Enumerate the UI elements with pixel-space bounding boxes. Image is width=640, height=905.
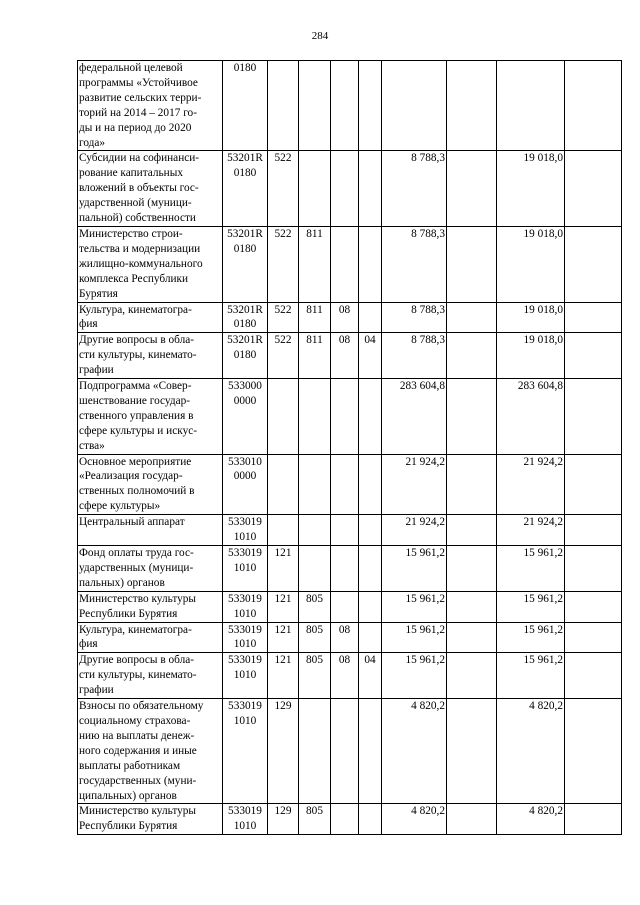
- amount-year2-cell: 4 820,2: [497, 699, 565, 804]
- subsection-cell: [359, 151, 382, 227]
- amount-col2-cell: [447, 591, 497, 622]
- ministry-code-cell: [299, 515, 331, 546]
- target-code-cell: 0180: [223, 61, 268, 151]
- table-row: [78, 454, 622, 515]
- amount-col4-cell: [565, 302, 622, 333]
- table-row: [78, 591, 622, 622]
- amount-year2-cell: 4 820,2: [497, 804, 565, 835]
- table-row: [78, 515, 622, 546]
- expense-type-cell: 522: [268, 302, 299, 333]
- expense-type-cell: [268, 515, 299, 546]
- row-name-cell: Министерство строи- тельства и модернизации жилищно-коммунального комплекса Республики Бурятия: [78, 226, 223, 302]
- ministry-code-cell: [299, 379, 331, 455]
- ministry-code-cell: 805: [299, 591, 331, 622]
- amount-year2-cell: [497, 61, 565, 151]
- subsection-cell: [359, 515, 382, 546]
- amount-col4-cell: [565, 546, 622, 592]
- subsection-cell: [359, 61, 382, 151]
- amount-year2-cell: 15 961,2: [497, 622, 565, 653]
- budget-table: [77, 60, 622, 835]
- section-cell: [331, 804, 359, 835]
- amount-col2-cell: [447, 515, 497, 546]
- amount-col2-cell: [447, 151, 497, 227]
- row-name-cell: Взносы по обязательному социальному страхова- нию на выплаты денеж- ного содержания и иные выплаты работникам государственных (муни- ципальных) органов: [78, 699, 223, 804]
- target-code-cell: 533019 1010: [223, 546, 268, 592]
- page-number: 284: [311, 30, 329, 42]
- section-cell: [331, 454, 359, 515]
- table-row: [78, 699, 622, 804]
- target-code-cell: 533019 1010: [223, 699, 268, 804]
- amount-year1-cell: 15 961,2: [382, 653, 447, 699]
- target-code-cell: 53201R 0180: [223, 302, 268, 333]
- amount-col4-cell: [565, 379, 622, 455]
- row-name-cell: Министерство культуры Республики Бурятия: [78, 591, 223, 622]
- target-code-cell: 533000 0000: [223, 379, 268, 455]
- table-row: [78, 546, 622, 592]
- table-row: [78, 151, 622, 227]
- amount-col4-cell: [565, 622, 622, 653]
- subsection-cell: [359, 302, 382, 333]
- section-cell: 08: [331, 622, 359, 653]
- amount-year1-cell: 283 604,8: [382, 379, 447, 455]
- ministry-code-cell: [299, 454, 331, 515]
- amount-year1-cell: 4 820,2: [382, 699, 447, 804]
- row-name-cell: Основное мероприятие «Реализация государ- ственных полномочий в сфере культуры»: [78, 454, 223, 515]
- section-cell: [331, 515, 359, 546]
- row-name-cell: Другие вопросы в обла- сти культуры, кинемато- графии: [78, 653, 223, 699]
- amount-col2-cell: [447, 226, 497, 302]
- section-cell: [331, 591, 359, 622]
- ministry-code-cell: 805: [299, 804, 331, 835]
- row-name-cell: Культура, кинематогра- фия: [78, 622, 223, 653]
- amount-year1-cell: 4 820,2: [382, 804, 447, 835]
- section-cell: 08: [331, 653, 359, 699]
- amount-year1-cell: 15 961,2: [382, 546, 447, 592]
- target-code-cell: 533019 1010: [223, 804, 268, 835]
- expense-type-cell: [268, 454, 299, 515]
- section-cell: [331, 699, 359, 804]
- expense-type-cell: 522: [268, 226, 299, 302]
- amount-col2-cell: [447, 622, 497, 653]
- subsection-cell: [359, 454, 382, 515]
- ministry-code-cell: 811: [299, 302, 331, 333]
- subsection-cell: [359, 699, 382, 804]
- amount-year1-cell: [382, 61, 447, 151]
- amount-col4-cell: [565, 699, 622, 804]
- amount-col2-cell: [447, 546, 497, 592]
- table-row: [78, 226, 622, 302]
- amount-year2-cell: 21 924,2: [497, 454, 565, 515]
- target-code-cell: 53201R 0180: [223, 226, 268, 302]
- amount-col4-cell: [565, 454, 622, 515]
- amount-year1-cell: 21 924,2: [382, 454, 447, 515]
- subsection-cell: [359, 546, 382, 592]
- expense-type-cell: 121: [268, 546, 299, 592]
- expense-type-cell: 522: [268, 151, 299, 227]
- subsection-cell: [359, 379, 382, 455]
- amount-year1-cell: 15 961,2: [382, 591, 447, 622]
- expense-type-cell: [268, 61, 299, 151]
- target-code-cell: 53201R 0180: [223, 333, 268, 379]
- amount-year2-cell: 15 961,2: [497, 546, 565, 592]
- expense-type-cell: 121: [268, 622, 299, 653]
- amount-col2-cell: [447, 653, 497, 699]
- ministry-code-cell: [299, 546, 331, 592]
- amount-year2-cell: 21 924,2: [497, 515, 565, 546]
- expense-type-cell: 121: [268, 653, 299, 699]
- amount-col4-cell: [565, 804, 622, 835]
- amount-year2-cell: 15 961,2: [497, 591, 565, 622]
- amount-year1-cell: 21 924,2: [382, 515, 447, 546]
- amount-col2-cell: [447, 61, 497, 151]
- target-code-cell: 533019 1010: [223, 591, 268, 622]
- amount-col2-cell: [447, 804, 497, 835]
- section-cell: [331, 61, 359, 151]
- ministry-code-cell: [299, 61, 331, 151]
- target-code-cell: 53201R 0180: [223, 151, 268, 227]
- ministry-code-cell: 811: [299, 226, 331, 302]
- row-name-cell: Другие вопросы в обла- сти культуры, кинемато- графии: [78, 333, 223, 379]
- subsection-cell: [359, 622, 382, 653]
- expense-type-cell: 129: [268, 804, 299, 835]
- section-cell: [331, 151, 359, 227]
- amount-year2-cell: 283 604,8: [497, 379, 565, 455]
- expense-type-cell: 522: [268, 333, 299, 379]
- subsection-cell: [359, 804, 382, 835]
- subsection-cell: 04: [359, 333, 382, 379]
- amount-col4-cell: [565, 653, 622, 699]
- amount-year2-cell: 19 018,0: [497, 151, 565, 227]
- row-name-cell: Культура, кинематогра- фия: [78, 302, 223, 333]
- expense-type-cell: 121: [268, 591, 299, 622]
- table-row: [78, 333, 622, 379]
- amount-year2-cell: 19 018,0: [497, 302, 565, 333]
- row-name-cell: Субсидии на софинанси- рование капитальных вложений в объекты гос- ударственной (муници- пальной) собственности: [78, 151, 223, 227]
- amount-col2-cell: [447, 379, 497, 455]
- amount-col4-cell: [565, 61, 622, 151]
- table-row: [78, 302, 622, 333]
- row-name-cell: Подпрограмма «Совер- шенствование государ- ственного управления в сфере культуры и искус- ства»: [78, 379, 223, 455]
- table-row: [78, 653, 622, 699]
- amount-col2-cell: [447, 333, 497, 379]
- ministry-code-cell: 811: [299, 333, 331, 379]
- expense-type-cell: [268, 379, 299, 455]
- ministry-code-cell: 805: [299, 622, 331, 653]
- row-name-cell: Министерство культуры Республики Бурятия: [78, 804, 223, 835]
- amount-year2-cell: 19 018,0: [497, 333, 565, 379]
- target-code-cell: 533019 1010: [223, 653, 268, 699]
- amount-col2-cell: [447, 699, 497, 804]
- row-name-cell: федеральной целевой программы «Устойчивое развитие сельских терри- торий на 2014 – 2017 го- ды и на период до 2020 года»: [78, 61, 223, 151]
- target-code-cell: 533019 1010: [223, 515, 268, 546]
- amount-col4-cell: [565, 151, 622, 227]
- amount-year2-cell: 19 018,0: [497, 226, 565, 302]
- row-name-cell: Фонд оплаты труда гос- ударственных (муници- пальных) органов: [78, 546, 223, 592]
- subsection-cell: [359, 591, 382, 622]
- target-code-cell: 533010 0000: [223, 454, 268, 515]
- amount-year1-cell: 8 788,3: [382, 226, 447, 302]
- table-row: [78, 622, 622, 653]
- amount-year1-cell: 8 788,3: [382, 333, 447, 379]
- amount-col4-cell: [565, 591, 622, 622]
- amount-col2-cell: [447, 454, 497, 515]
- row-name-cell: Центральный аппарат: [78, 515, 223, 546]
- amount-year2-cell: 15 961,2: [497, 653, 565, 699]
- expense-type-cell: 129: [268, 699, 299, 804]
- amount-col4-cell: [565, 515, 622, 546]
- section-cell: 08: [331, 302, 359, 333]
- section-cell: [331, 546, 359, 592]
- table-body: [78, 61, 622, 835]
- amount-year1-cell: 8 788,3: [382, 302, 447, 333]
- table-row: [78, 61, 622, 151]
- ministry-code-cell: [299, 151, 331, 227]
- amount-col4-cell: [565, 333, 622, 379]
- target-code-cell: 533019 1010: [223, 622, 268, 653]
- amount-year1-cell: 15 961,2: [382, 622, 447, 653]
- subsection-cell: [359, 226, 382, 302]
- amount-col2-cell: [447, 302, 497, 333]
- section-cell: 08: [331, 333, 359, 379]
- ministry-code-cell: [299, 699, 331, 804]
- table-row: [78, 804, 622, 835]
- table-row: [78, 379, 622, 455]
- section-cell: [331, 379, 359, 455]
- amount-year1-cell: 8 788,3: [382, 151, 447, 227]
- section-cell: [331, 226, 359, 302]
- amount-col4-cell: [565, 226, 622, 302]
- subsection-cell: 04: [359, 653, 382, 699]
- ministry-code-cell: 805: [299, 653, 331, 699]
